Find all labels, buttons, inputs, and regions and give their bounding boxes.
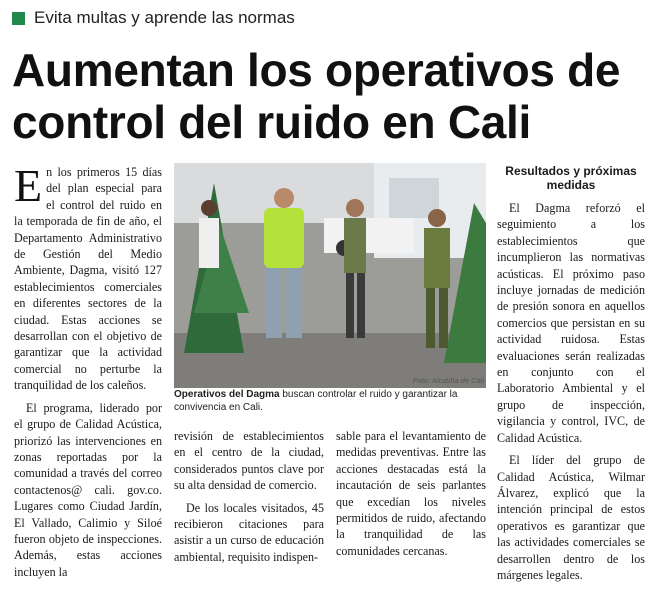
article-column-3 bbox=[336, 428, 486, 565]
caption-bold: Operativos del Dagma bbox=[174, 389, 280, 400]
lead-paragraph bbox=[14, 160, 162, 394]
subhead: Resultados y próximas medidas bbox=[505, 164, 637, 192]
photo-credit: Foto: Alcaldía de Cali bbox=[412, 376, 484, 385]
headline: Aumentan los operativos de control del ruido en Cali bbox=[12, 44, 621, 148]
paragraph: El programa, liderado por el grupo de Calidad Acústica, priorizó las intervenciones en zonas reportadas por la comunidad a través del correo contactenos@ cali. gov.co. Lugares como Ciudad Jardín, El Vallado, Calimio y Siloé fueron objeto de inspecciones. Además, estas acciones incluyen la bbox=[14, 400, 162, 579]
section-square-icon bbox=[12, 12, 25, 25]
paragraph: De los locales visitados, 45 recibieron citaciones para asistir a un curso de educación ambiental, requisito indispen- bbox=[174, 500, 324, 564]
article-column-1 bbox=[14, 160, 162, 586]
article-column-4 bbox=[497, 164, 645, 589]
photo-caption bbox=[174, 388, 486, 414]
paragraph: El líder del grupo de Calidad Acústica, Wilmar Álvarez, explicó que la intención principal de estos operativos es garantizar que las actividades comerciales se desarrollen dentro de los márgenes legales. bbox=[497, 453, 645, 582]
paragraph: sable para el levantamiento de medidas preventivas. Entre las acciones destacadas está la incautación de seis parlantes que excedían los niveles permitidos de ruido, afectando la tranquilidad de las comunidades cercanas. bbox=[336, 429, 486, 558]
paragraph: revisión de establecimientos en el centro de la ciudad, considerados puntos clave por su alta densidad de comercio. bbox=[174, 429, 324, 493]
drop-cap: E bbox=[14, 160, 43, 211]
caption-text: buscan controlar el ruido y garantizar la convivencia en Cali. bbox=[174, 389, 458, 413]
article-photo bbox=[174, 163, 486, 388]
lead-text: n los primeros 15 días del plan especial para el control del ruido en la temporada de fin de año, el Departamento Administrativo de Gestión del Medio Ambiente, Dagma, visitó 127 establecimientos comerciales en diferentes sectores de la ciudad. Estas acciones se desarrollan con el objetivo de garantizar que la actividad comercial no perturbe la tranquilidad de los caleños. bbox=[14, 165, 162, 393]
paragraph: El Dagma reforzó el seguimiento a los establecimientos que incumplieron las normativas acústicas. El próximo paso incluye jornadas de medición de presión sonora en aquellos comercios que persistan en su actividad ruidosa. Estas evaluaciones serán realizadas en conjunto con el Laboratorio Ambiental y el grupo de inspección, vigilancia y control, IVC, de Calidad Acústica. bbox=[497, 201, 645, 445]
section-header bbox=[12, 8, 295, 28]
section-label: Evita multas y aprende las normas bbox=[34, 8, 295, 27]
article-column-2 bbox=[174, 428, 324, 571]
photo-illustration bbox=[174, 163, 486, 388]
